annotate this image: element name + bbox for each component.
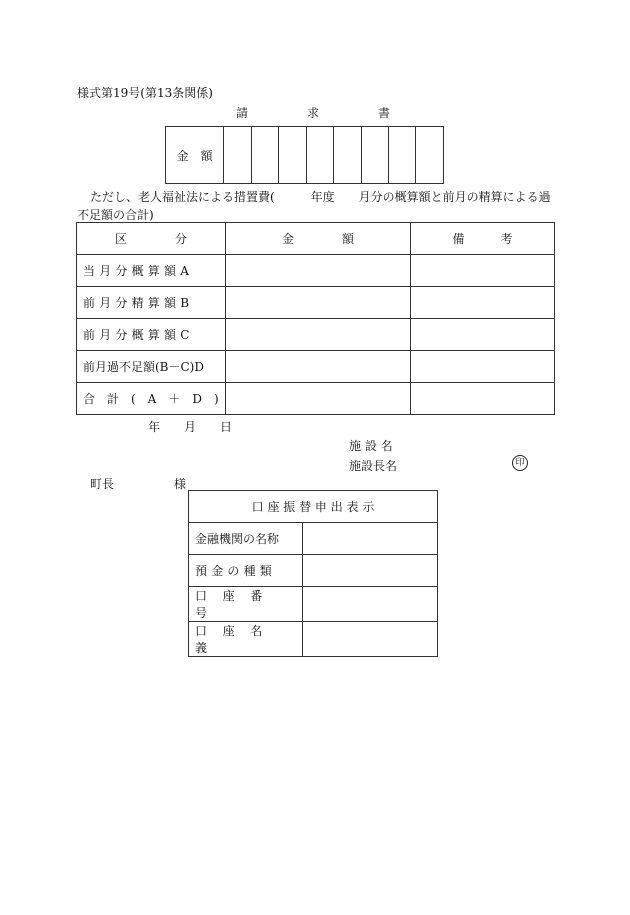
table-row <box>77 383 555 415</box>
table-row <box>77 255 555 287</box>
table-row <box>189 587 438 622</box>
account-holder-cell[interactable] <box>303 622 438 657</box>
table-row <box>189 622 438 657</box>
amount-digit-cell[interactable] <box>251 127 278 184</box>
bank-table-header: 口 座 振 替 申 出 表 示 <box>189 491 438 523</box>
seal-icon: 印 <box>512 455 528 471</box>
row-label: 金融機関の名称 <box>189 523 303 555</box>
amount-cell[interactable] <box>226 319 411 351</box>
title-char-3: 書 <box>378 106 391 120</box>
remarks-cell[interactable] <box>411 319 555 351</box>
header-remarks: 備 考 <box>411 223 555 255</box>
title-char-1: 請 <box>236 106 249 120</box>
remarks-cell[interactable] <box>411 255 555 287</box>
amount-digit-cell[interactable] <box>306 127 333 184</box>
row-label: 合 計 ( A ＋ D ) <box>77 383 226 415</box>
amount-cell[interactable] <box>226 351 411 383</box>
amount-cell[interactable] <box>226 383 411 415</box>
table-row <box>77 287 555 319</box>
table-row <box>77 319 555 351</box>
row-label: 預金の種類 <box>189 555 303 587</box>
amount-cell[interactable] <box>226 255 411 287</box>
header-amount: 金 額 <box>226 223 411 255</box>
table-row <box>189 555 438 587</box>
row-label: 口座番号 <box>189 587 303 622</box>
remarks-cell[interactable] <box>411 383 555 415</box>
table-row <box>77 351 555 383</box>
row-label: 当月分概算額A <box>77 255 226 287</box>
table-row <box>189 523 438 555</box>
remarks-cell[interactable] <box>411 287 555 319</box>
amount-digit-cell[interactable] <box>279 127 306 184</box>
amount-box <box>165 126 444 184</box>
date-line: 年 月 日 <box>148 420 233 434</box>
amount-digit-cell[interactable] <box>389 127 416 184</box>
row-label: 口座名義 <box>189 622 303 657</box>
facility-name-label: 施 設 名 <box>349 439 393 453</box>
account-number-cell[interactable] <box>303 587 438 622</box>
row-label: 前月過不足額(B－C)D <box>77 351 226 383</box>
amount-digit-cell[interactable] <box>224 127 251 184</box>
bank-name-cell[interactable] <box>303 523 438 555</box>
remarks-cell[interactable] <box>411 351 555 383</box>
deposit-type-cell[interactable] <box>303 555 438 587</box>
amount-digit-cell[interactable] <box>361 127 388 184</box>
form-number: 様式第19号(第13条関係) <box>77 86 213 100</box>
facility-head-label: 施設長名 <box>349 459 398 473</box>
amount-digit-cell[interactable] <box>334 127 361 184</box>
row-label: 前月分精算額B <box>77 287 226 319</box>
header-category: 区 分 <box>77 223 226 255</box>
amount-digit-cell[interactable] <box>416 127 444 184</box>
proviso-line-1: ただし、老人福祉法による措置費( 年度 月分の概算額と前月の精算による過 <box>90 190 551 204</box>
addressee: 町長 様 <box>90 477 187 491</box>
row-label: 前月分概算額C <box>77 319 226 351</box>
title-char-2: 求 <box>307 106 320 120</box>
amount-label: 金 額 <box>166 127 224 184</box>
bank-transfer-table <box>188 490 438 657</box>
amount-cell[interactable] <box>226 287 411 319</box>
proviso-line-2: 不足額の合計) <box>77 208 154 222</box>
main-table <box>76 222 555 415</box>
